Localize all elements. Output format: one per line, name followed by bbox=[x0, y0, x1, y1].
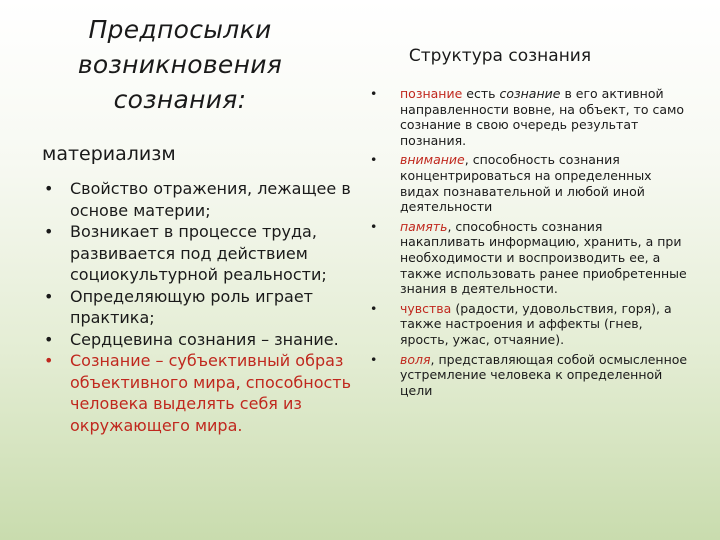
list-item bbox=[368, 219, 688, 297]
bullet-icon: • bbox=[370, 152, 378, 168]
bullet-icon: • bbox=[370, 300, 378, 316]
structure-title: Структура сознания bbox=[408, 46, 592, 66]
premises-list bbox=[44, 178, 364, 436]
bullet-icon: • bbox=[44, 329, 54, 349]
item-text: Сознание – субъективный образ объективного мира, способность человека выделять себя из окружающего мира. bbox=[70, 351, 352, 435]
bullet-icon: • bbox=[44, 351, 54, 370]
bullet-icon: • bbox=[44, 222, 54, 241]
item-text: в его активной направленности вовне, на объект, то само сознание в свою очередь результат познания. bbox=[400, 86, 685, 148]
item-text: , способность сознания концентрироваться на определенных видах познавательной и любой иной деятельности bbox=[400, 152, 652, 215]
title-line: Предпосылки bbox=[88, 15, 272, 44]
list-item bbox=[44, 286, 364, 329]
item-text: , способность сознания накапливать информацию, хранить, а при необходимости и воспроизводить ее, а также использовать ранее приобретенные знания в деятельности. bbox=[400, 218, 687, 297]
bullet-icon: • bbox=[370, 86, 378, 101]
term-cognition: познание bbox=[400, 86, 463, 101]
item-text: Сердцевина сознания – знание. bbox=[70, 329, 339, 349]
emphasis-text: сознание bbox=[499, 86, 561, 101]
list-item bbox=[44, 178, 364, 221]
item-text: Свойство отражения, лежащее в основе материи; bbox=[70, 179, 351, 220]
term-feelings: чувства bbox=[400, 300, 452, 316]
item-text: Возникает в процессе труда, развивается под действием социокультурной реальности; bbox=[70, 222, 327, 284]
slide-title bbox=[40, 12, 320, 117]
materialism-label: материализм bbox=[42, 143, 176, 165]
bullet-icon: • bbox=[370, 218, 378, 234]
list-item bbox=[44, 329, 364, 351]
item-text: Определяющую роль играет практика; bbox=[70, 286, 313, 327]
list-item bbox=[368, 301, 688, 348]
bullet-icon: • bbox=[44, 286, 54, 306]
title-line: возникновения bbox=[77, 50, 283, 79]
bullet-icon: • bbox=[370, 351, 378, 367]
list-item bbox=[44, 350, 364, 436]
term-attention: внимание bbox=[400, 152, 465, 168]
item-text: , представляющая собой осмысленное устремление человека к определенной цели bbox=[400, 351, 688, 398]
list-item bbox=[368, 152, 688, 214]
item-text: есть bbox=[462, 86, 500, 101]
structure-list bbox=[368, 86, 688, 402]
bullet-icon: • bbox=[44, 179, 54, 198]
list-item bbox=[44, 221, 364, 286]
list-item bbox=[368, 86, 688, 148]
item-text: (радости, удовольствия, горя), а также настроения и аффекты (гнев, ярость, ужас, отчаяние). bbox=[400, 300, 672, 347]
term-will: воля bbox=[400, 351, 431, 367]
title-line: сознания: bbox=[113, 85, 247, 114]
term-memory: память bbox=[400, 218, 448, 234]
list-item bbox=[368, 352, 688, 399]
